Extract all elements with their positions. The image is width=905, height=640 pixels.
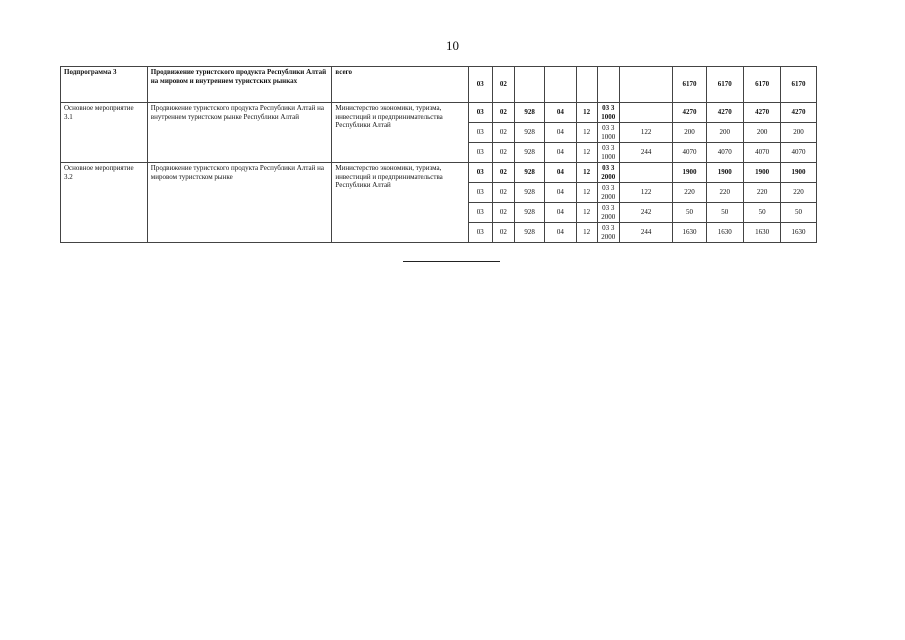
cell-value: 1900 — [673, 163, 706, 183]
cell-value: 50 — [673, 203, 706, 223]
separator-line — [403, 261, 500, 262]
cell-value: 03 3 2000 — [597, 203, 619, 223]
cell-value: 244 — [619, 223, 672, 243]
cell-value: 02 — [492, 67, 514, 103]
cell-value: 928 — [514, 163, 544, 183]
table-row-measure-3-1 — [61, 103, 850, 123]
cell-value: 122 — [619, 183, 672, 203]
cell-value: 928 — [514, 103, 544, 123]
cell-value: 200 — [781, 123, 816, 143]
subprogram-executor: всего — [332, 67, 468, 103]
cell-value: 12 — [576, 143, 597, 163]
cell-value: 03 — [468, 163, 492, 183]
cell-value: 6170 — [781, 67, 816, 103]
cell-value: 1630 — [781, 223, 816, 243]
cell-value: 6170 — [743, 67, 780, 103]
cell-value: 02 — [492, 123, 514, 143]
cell-value: 1630 — [706, 223, 743, 243]
cell-value: 244 — [619, 143, 672, 163]
cell-value — [597, 67, 619, 103]
cell-value: 04 — [545, 143, 576, 163]
subprogram-title: Продвижение туристского продукта Республики Алтай на мировом и внутреннем туристских рынках — [147, 67, 332, 103]
cell-value: 12 — [576, 183, 597, 203]
cell-value: 02 — [492, 103, 514, 123]
cell-value: 928 — [514, 203, 544, 223]
cell-value — [619, 103, 672, 123]
cell-value: 12 — [576, 123, 597, 143]
cell-value: 1900 — [706, 163, 743, 183]
page-number: 10 — [446, 38, 459, 53]
measure-3-1-executor: Министерство экономики, туризма, инвестиций и предпринимательства Республики Алтай — [332, 103, 468, 163]
cell-value: 928 — [514, 123, 544, 143]
cell-value — [514, 67, 544, 103]
cell-value: 03 — [468, 67, 492, 103]
cell-value: 4270 — [706, 103, 743, 123]
cell-value: 03 3 1000 — [597, 103, 619, 123]
cell-value: 4270 — [743, 103, 780, 123]
cell-value: 4270 — [781, 103, 816, 123]
measure-3-1-title: Продвижение туристского продукта Республики Алтай на внутреннем туристском рынке Республики Алтай — [147, 103, 332, 163]
cell-value: 928 — [514, 183, 544, 203]
cell-value: 4070 — [743, 143, 780, 163]
cell-value: 04 — [545, 203, 576, 223]
table-row-measure-3-2 — [61, 163, 850, 183]
cell-value: 50 — [743, 203, 780, 223]
cell-value: 50 — [706, 203, 743, 223]
cell-value: 928 — [514, 223, 544, 243]
cell-value: 03 — [468, 123, 492, 143]
cell-value: 4070 — [673, 143, 706, 163]
cell-value: 04 — [545, 103, 576, 123]
cell-value: 12 — [576, 163, 597, 183]
measure-3-2-name: Основное мероприятие 3.2 — [61, 163, 148, 243]
measure-3-2-executor: Министерство экономики, туризма, инвестиций и предпринимательства Республики Алтай — [332, 163, 468, 243]
cell-value: 03 3 1000 — [597, 143, 619, 163]
cell-value: 03 3 2000 — [597, 183, 619, 203]
cell-value: 02 — [492, 223, 514, 243]
cell-value: 928 — [514, 143, 544, 163]
cell-value: 02 — [492, 183, 514, 203]
cell-value — [576, 67, 597, 103]
cell-value: 02 — [492, 203, 514, 223]
budget-table — [60, 66, 850, 243]
cell-value: 4070 — [706, 143, 743, 163]
cell-value — [619, 67, 672, 103]
cell-value — [619, 163, 672, 183]
cell-value: 03 — [468, 183, 492, 203]
cell-value: 200 — [743, 123, 780, 143]
cell-value: 1900 — [781, 163, 816, 183]
cell-value: 12 — [576, 223, 597, 243]
cell-value: 04 — [545, 223, 576, 243]
cell-value: 02 — [492, 163, 514, 183]
cell-value: 03 — [468, 223, 492, 243]
measure-3-1-name: Основное мероприятие 3.1 — [61, 103, 148, 163]
cell-value: 03 — [468, 103, 492, 123]
cell-value: 200 — [706, 123, 743, 143]
cell-value — [545, 67, 576, 103]
cell-value: 200 — [673, 123, 706, 143]
measure-3-2-title: Продвижение туристского продукта Республики Алтай на мировом туристском рынке — [147, 163, 332, 243]
cell-value: 03 — [468, 143, 492, 163]
cell-value: 12 — [576, 103, 597, 123]
cell-value: 1900 — [743, 163, 780, 183]
cell-value: 03 — [468, 203, 492, 223]
cell-value: 50 — [781, 203, 816, 223]
cell-value: 03 3 2000 — [597, 163, 619, 183]
cell-value: 04 — [545, 163, 576, 183]
cell-value: 1630 — [743, 223, 780, 243]
cell-value: 220 — [743, 183, 780, 203]
cell-value: 02 — [492, 143, 514, 163]
table-row-subprogram — [61, 67, 850, 103]
cell-value: 1630 — [673, 223, 706, 243]
cell-value: 4270 — [673, 103, 706, 123]
cell-value: 12 — [576, 203, 597, 223]
cell-value: 242 — [619, 203, 672, 223]
cell-value: 4070 — [781, 143, 816, 163]
cell-value: 6170 — [706, 67, 743, 103]
cell-value: 6170 — [673, 67, 706, 103]
cell-value: 03 3 2000 — [597, 223, 619, 243]
subprogram-name: Подпрограмма 3 — [61, 67, 148, 103]
cell-value: 03 3 1000 — [597, 123, 619, 143]
cell-value: 04 — [545, 183, 576, 203]
cell-value: 220 — [673, 183, 706, 203]
cell-value: 04 — [545, 123, 576, 143]
cell-value: 220 — [781, 183, 816, 203]
cell-value: 122 — [619, 123, 672, 143]
cell-value: 220 — [706, 183, 743, 203]
